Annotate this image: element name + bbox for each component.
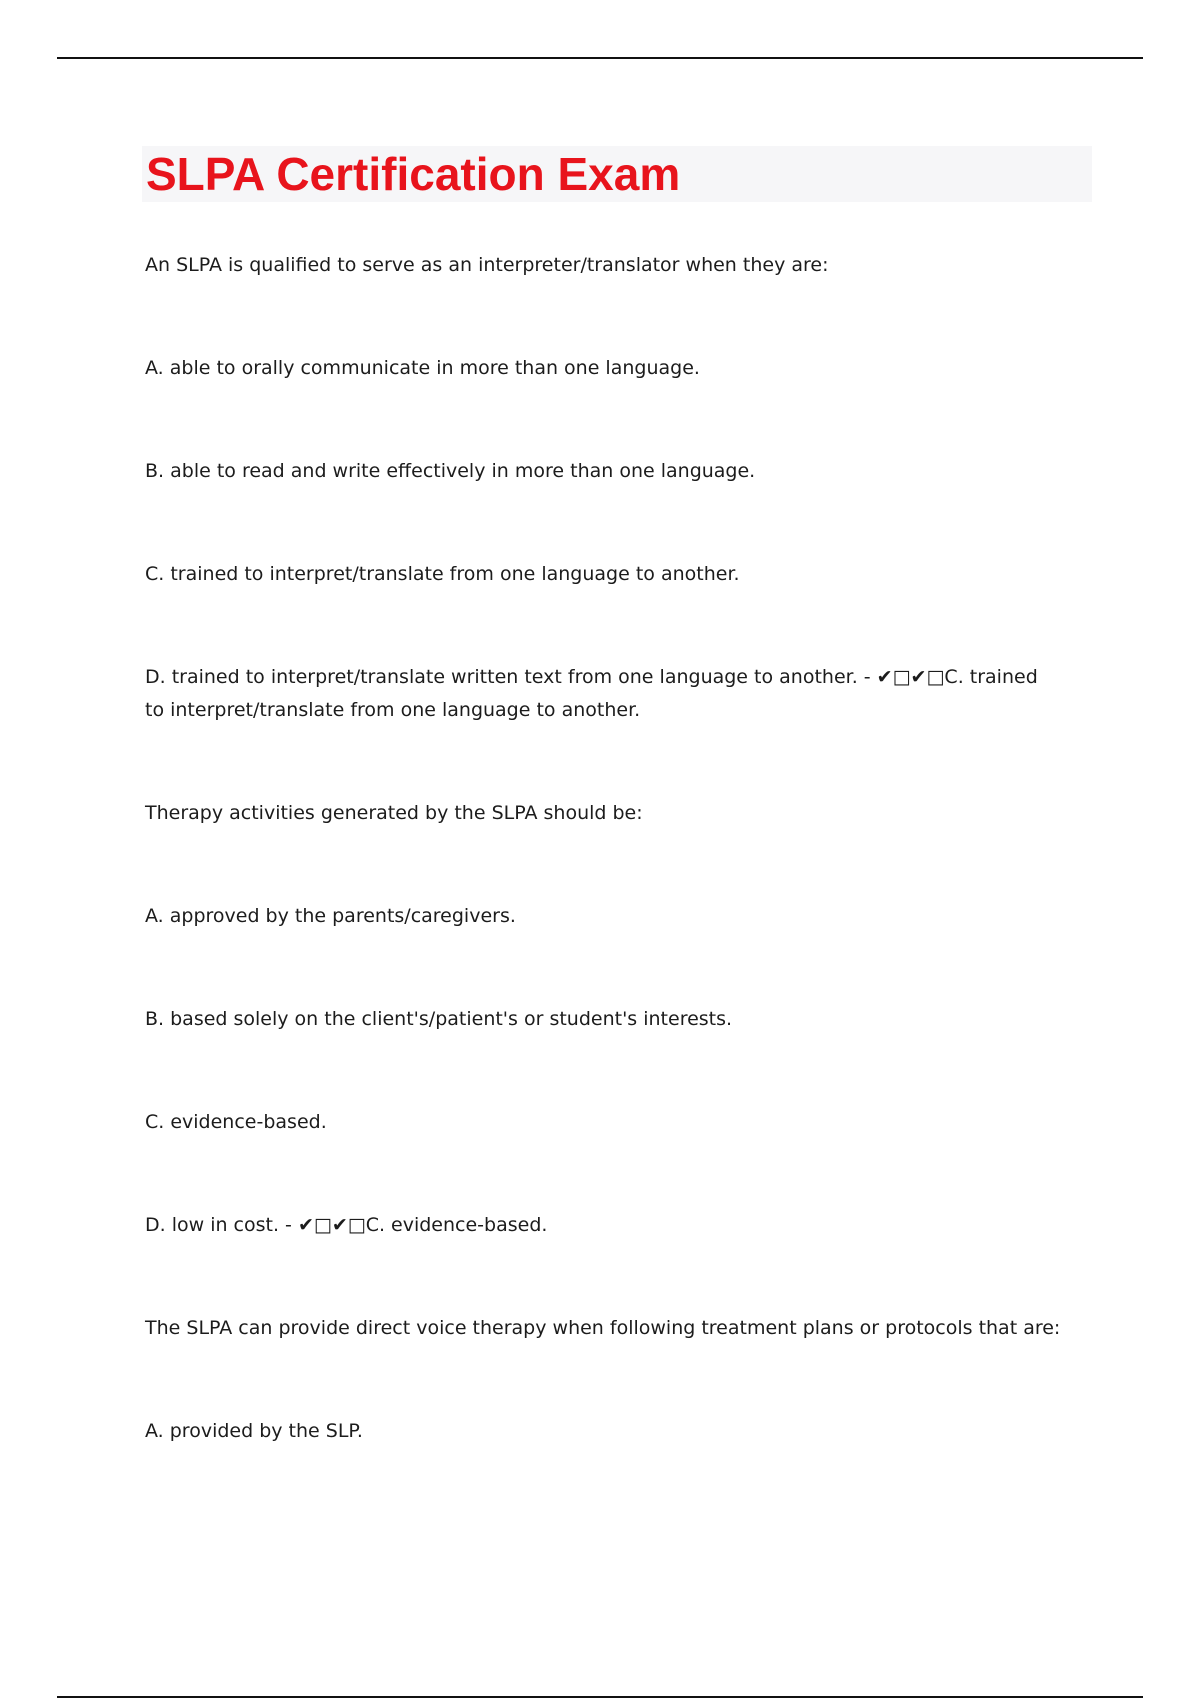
header-rule bbox=[57, 57, 1143, 59]
question-2-option-d-with-answer: D. low in cost. - ✔□✔□C. evidence-based. bbox=[145, 1214, 548, 1236]
question-3-option-a: A. provided by the SLP. bbox=[145, 1420, 363, 1442]
question-1-option-d-with-answer: D. trained to interpret/translate written text from one language to another. - ✔□✔□C. trained to interpret/translate from one language to another. bbox=[145, 666, 1038, 721]
question-1-option-b: B. able to read and write effectively in more than one language. bbox=[145, 460, 756, 482]
question-1-option-a: A. able to orally communicate in more than one language. bbox=[145, 357, 700, 379]
question-2-prompt: Therapy activities generated by the SLPA should be: bbox=[145, 802, 643, 824]
question-1-option-c: C. trained to interpret/translate from one language to another. bbox=[145, 563, 740, 585]
question-2-option-b: B. based solely on the client's/patient's or student's interests. bbox=[145, 1008, 733, 1030]
question-2-option-a: A. approved by the parents/caregivers. bbox=[145, 905, 516, 927]
question-3-prompt: The SLPA can provide direct voice therapy when following treatment plans or protocols that are: bbox=[145, 1317, 1061, 1339]
question-1-prompt: An SLPA is qualified to serve as an interpreter/translator when they are: bbox=[145, 254, 829, 276]
footer-rule bbox=[57, 1696, 1143, 1698]
question-2-option-c: C. evidence-based. bbox=[145, 1111, 327, 1133]
document-title: SLPA Certification Exam bbox=[146, 148, 681, 200]
